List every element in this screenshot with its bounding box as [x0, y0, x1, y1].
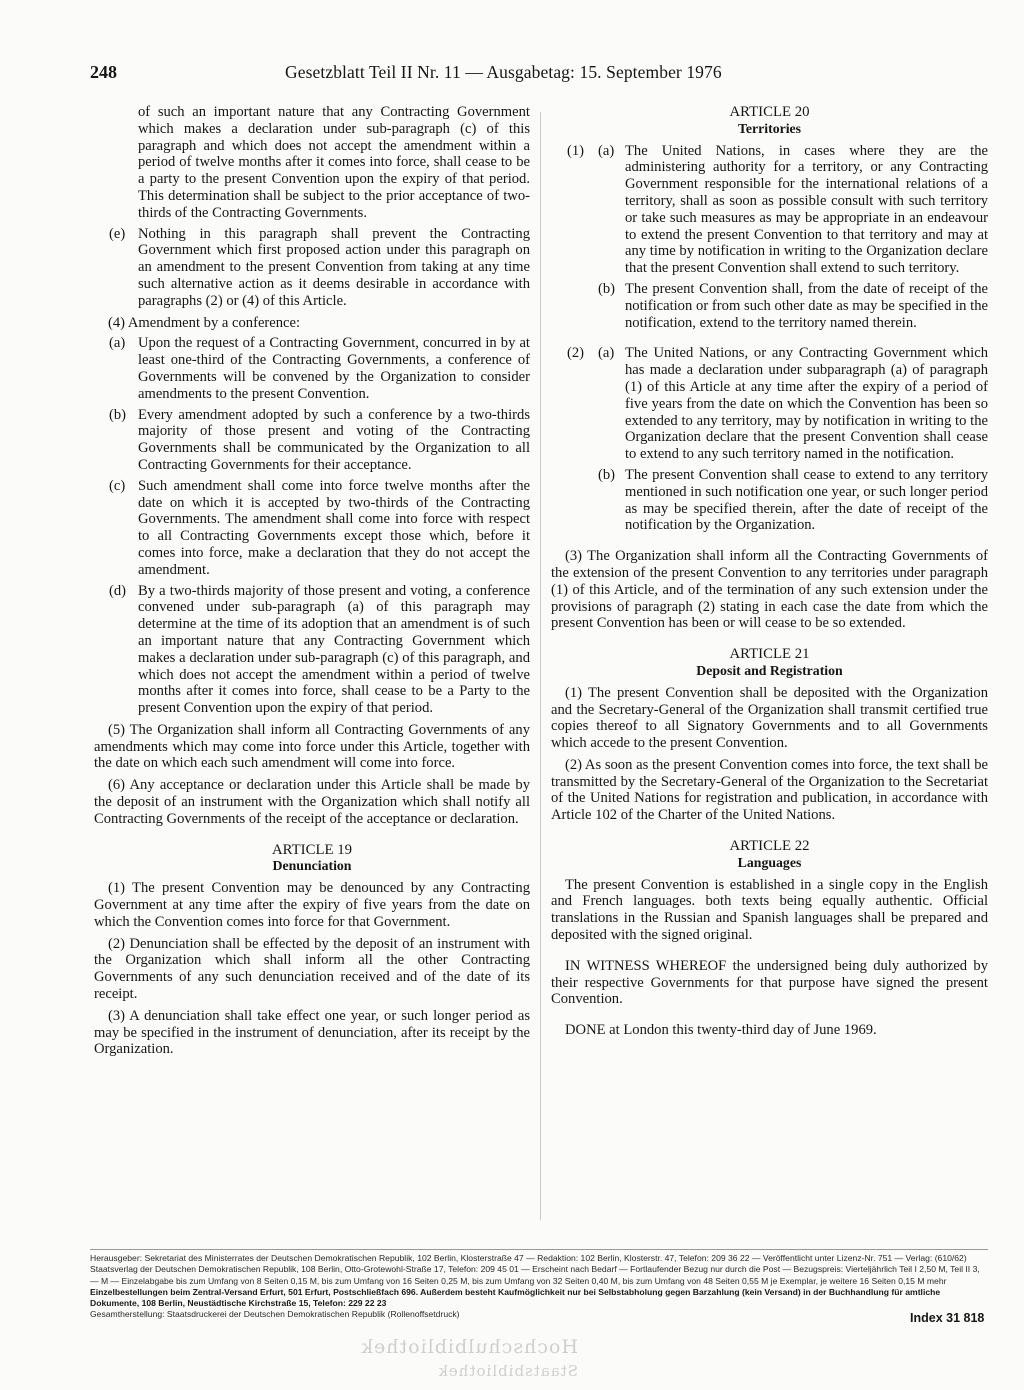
item-label: (c): [109, 477, 126, 494]
item-d: [94, 583, 530, 717]
paragraph-continuation: of such an important nature that any Contracting Government which makes a declaration under sub-paragraph (c) of this paragraph and which does not accept the amendment within a period of twelve months after it comes into force, shall cease to be a party to the present Convention upon the expiry of that period. This determination shall be subject to the prior acceptance of two-thirds of the Contracting Governments.: [138, 104, 530, 221]
item-b: [94, 407, 530, 474]
item-c: [94, 478, 530, 579]
item-2b: [551, 467, 988, 534]
item-text: The United Nations, or any Contracting Government which has made a declaration under subparagraph (a) of paragraph (1) of this Article at any time after the expiry of a period of five years from the date on which the Convention has been so extended to any territory, may by notification in writing to the Organization declare that the present Convention shall cease to extend to any such territory named in the notification.: [625, 345, 988, 463]
article-21-paragraph-2: (2) As soon as the present Convention comes into force, the text shall be transmitted by the Secretary-General of the Organization to the Secretariat of the United Nations for registration and publication, in accordance with Article 102 of the Charter of the United Nations.: [551, 756, 988, 824]
item-text: Such amendment shall come into force twelve months after the date on which it is accepted by two-thirds of the Contracting Governments. The amendment shall come into force with respect to all Contracting Governments except those which, before it comes into force, make a declaration that they do not accept the amendment.: [138, 477, 530, 578]
item-label: (a): [109, 335, 126, 352]
article-22-heading: Languages: [737, 854, 802, 870]
page-number: 248: [90, 62, 117, 82]
item-1b: [551, 281, 988, 331]
item-label: (b): [598, 466, 616, 483]
item-2a: [551, 345, 988, 463]
article-21-heading: Deposit and Registration: [696, 662, 843, 678]
paragraph-5: (5) The Organization shall inform all Contracting Governments of any amendments which may come into force under this Article, together with the date on which each such amendment will come into force.: [94, 721, 530, 772]
paragraph-3: (3) The Organization shall inform all the Contracting Governments of the extension of the present Convention to any territories under paragraph (1) of this Article, and of the termination of any such extension under the provisions of paragraph (2) stating in each case the date from which the present Convention has been or will cease to be so extended.: [551, 548, 988, 632]
item-text: The United Nations, in cases where they are the administering authority for a territory, or any Contracting Government responsible for the international relations of a territory, shall as soon as possible consult with such territory or take such measures as may be appropriate in an endeavour to extend the present Convention to that territory and may at any time by notification in writing to the Organization declare that the present Convention shall extend to such territory.: [625, 142, 988, 277]
article-20-heading: Territories: [737, 120, 802, 136]
item-label: (a): [598, 142, 615, 159]
done-clause: DONE at London this twenty-third day of June 1969.: [565, 1022, 877, 1039]
article-21-paragraph-1: (1) The present Convention shall be deposited with the Organization and the Secretary-General of the Organization shall transmit certified true copies thereof to all Signatory Governments and to all Governments which accede to the present Convention.: [551, 684, 988, 752]
item-text: By a two-thirds majority of those present and voting, a conference convened under sub-paragraph (a) of this paragraph may determine at the time of its adoption that an amendment is of such an important nature that any Contracting Government which makes a declaration under sub-paragraph (c) of this paragraph, and which does not accept the amendment within a period of twelve months after it comes into force, shall cease to be a Party to the present Convention upon the expiry of that period.: [138, 582, 530, 717]
article-22-paragraph: The present Convention is established in a single copy in the English and French languages. both texts being equally authentic. Official translations in the Russian and Spanish languages shall be prepared and deposited with the signed original.: [551, 876, 988, 944]
paragraph-6: (6) Any acceptance or declaration under this Article shall be made by the deposit of an instrument with the Organization which shall notify all Contracting Governments of the receipt of the acceptance or declaration.: [94, 777, 530, 827]
item-label: (e): [109, 225, 126, 242]
item-label: (a): [598, 345, 615, 362]
library-stamp-line: Hochschulbibliothek: [360, 1336, 578, 1358]
item-text: Upon the request of a Contracting Government, concurred in by at least one-third of the Contracting Governments, a conference of Governments will be convened by the Organization to consider amendments to the present Convention.: [138, 335, 530, 402]
item-text: The present Convention shall cease to extend to any territory mentioned in such notification one year, or such longer period as may be specified therein, after the date of receipt of the notification by the Organization.: [625, 466, 988, 534]
article-20-title: ARTICLE 20: [729, 104, 810, 120]
right-column: [551, 104, 988, 1039]
item-a: [94, 335, 530, 402]
article-19-paragraph-2: (2) Denunciation shall be effected by the deposit of an instrument with the Organization which shall inform all the other Contracting Governments of any such denunciation received and of the date of its receipt.: [94, 935, 530, 1003]
left-column: [94, 104, 530, 1058]
item-label: (b): [598, 280, 616, 297]
item-label: (b): [109, 406, 127, 423]
witness-clause: IN WITNESS WHEREOF the undersigned being duly authorized by their respective Governments for that purpose have signed the present Convention.: [551, 957, 988, 1008]
item-e: [94, 226, 530, 310]
article-21-title: ARTICLE 21: [729, 646, 810, 663]
article-22-title: ARTICLE 22: [729, 838, 810, 855]
running-title: Gesetzblatt Teil II Nr. 11 — Ausgabetag: 15. September 1976: [285, 62, 722, 82]
paragraph-label: (2): [567, 345, 585, 362]
imprint-orders: Einzelbestellungen beim Zentral-Versand Erfurt, 501 Erfurt, Postschließfach 696. Außerdem besteht Kaufmöglichkeit nur bei Selbstabholung gegen Barzahlung (kein Versand) in der Buchhandlung für amtliche Dokumente, 108 Berlin, Neustädtische Kirchstraße 15, Telefon: 229 22 23: [90, 1286, 941, 1309]
article-19-paragraph-1: (1) The present Convention may be denounced by any Contracting Government at any time after the expiry of five years from the date on which the Convention comes into force for that Government.: [94, 880, 530, 930]
article-19-heading: Denunciation: [272, 858, 352, 874]
library-stamp-line: Staatsbibliothek: [437, 1362, 578, 1380]
imprint-printer: Gesamtherstellung: Staatsdruckerei der Deutschen Demokratischen Republik (Rollenoffsetdruck): [90, 1309, 460, 1320]
item-text: Every amendment adopted by such a conference by a two-thirds majority of those present and voting of the Contracting Governments shall be communicated by the Organization to all Contracting Governments for their acceptance.: [138, 406, 530, 473]
index-number: Index 31 818: [910, 1311, 985, 1325]
page-header: [90, 62, 990, 84]
article-19-title: ARTICLE 19: [271, 841, 353, 858]
item-1a: [551, 143, 988, 277]
article-19-paragraph-3: (3) A denunciation shall take effect one year, or such longer period as may be specified in the instrument of denunciation, after its receipt by the Organization.: [94, 1007, 530, 1058]
imprint-publisher: Herausgeber: Sekretariat des Ministerrates der Deutschen Demokratischen Republik, 102 Berlin, Klosterstraße 47 — Redaktion: 102 Berlin, Klosterstr. 47, Telefon: 209 36 22 — Veröffentlicht unter Lizenz-Nr. 751 — Verlag: (610/62) Staatsverlag der Deutschen Demokratischen Republik, 108 Berlin, Otto-Grotewohl-Straße 17, Telefon: 209 45 01 — Erscheint nach Bedarf — Fortlaufender Bezug nur durch die Post — Bezugspreis: Vierteljährlich Teil I 2,50 M, Teil II 3,— M — Einzelabgabe bis zum Umfang von 8 Seiten 0,15 M, bis zum Umfang von 16 Seiten 0,25 M, bis zum Umfang von 32 Seiten 0,40 M, bis zum Umfang von 48 Seiten 0,55 M je Exemplar, je weitere 16 Seiten 0,15 M mehr: [90, 1253, 980, 1286]
item-text: The present Convention shall, from the date of receipt of the notification or from such other date as may be specified in the notification, extend to the territory named therein.: [625, 280, 988, 331]
imprint-footer: [90, 1249, 988, 1321]
item-label: (d): [109, 582, 127, 599]
paragraph-4-intro: (4) Amendment by a conference:: [108, 314, 301, 331]
paragraph-label: (1): [567, 142, 585, 159]
item-text: Nothing in this paragraph shall prevent the Contracting Government which first proposed action under this paragraph on an amendment to the present Convention from taking at any time such alternative action as it deems desirable in accordance with paragraphs (2) or (4) of this Article.: [138, 225, 530, 309]
column-divider: [540, 112, 541, 1220]
